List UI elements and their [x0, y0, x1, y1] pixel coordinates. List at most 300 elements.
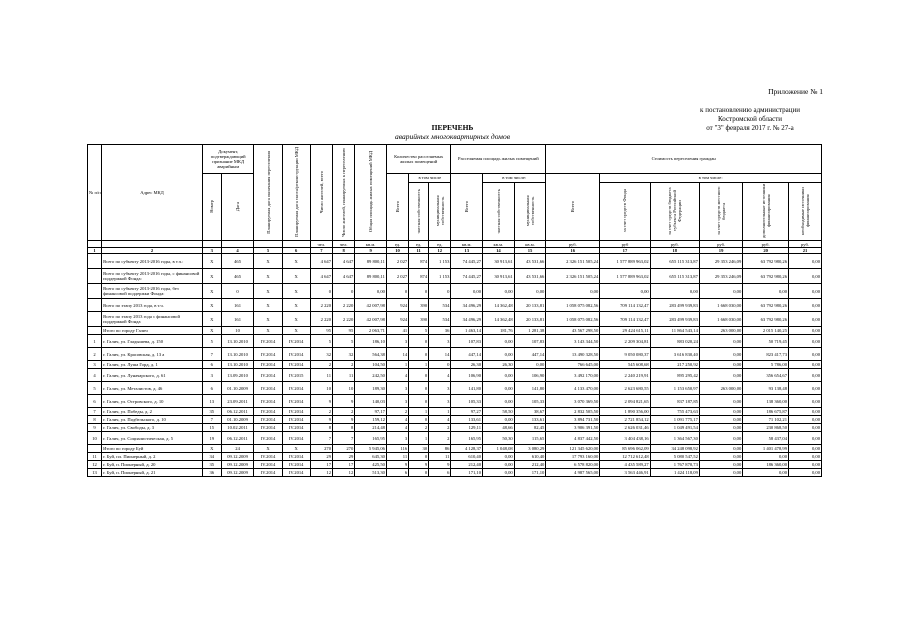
table-cell: 0	[409, 416, 429, 424]
table-cell: 874	[409, 254, 429, 269]
table-cell: 0,00	[789, 416, 822, 424]
table-cell: 2	[429, 432, 451, 445]
table-cell: X	[254, 254, 282, 269]
table-cell: X	[282, 327, 310, 335]
address-cell: г. Буй, п. Пионерный, д. 21	[102, 469, 203, 477]
table-cell: 1	[386, 361, 408, 369]
table-cell: 1 048,08	[483, 445, 515, 453]
column-number-cell: 15	[514, 248, 546, 254]
address-cell: Итого по городу Буй	[102, 445, 203, 453]
table-cell: 107,83	[451, 335, 483, 348]
table-row	[88, 335, 822, 348]
table-cell: 3	[386, 382, 408, 395]
table-cell: 58 437,04	[743, 432, 789, 445]
table-cell: 1 424 118,09	[650, 469, 699, 477]
table-cell: 0,00	[483, 395, 515, 408]
table-cell: 823 417,73	[743, 348, 789, 361]
table-cell: 2 220	[333, 312, 355, 327]
table-cell: 35	[202, 408, 221, 416]
table-cell	[88, 254, 102, 269]
address-cell: г. Галич, ул. Металистов, д. 46	[102, 382, 203, 395]
table-cell: 2	[88, 348, 102, 361]
table-cell: 63 792 980,26	[743, 254, 789, 269]
table-cell: 105,33	[451, 395, 483, 408]
unit-cell: руб.	[699, 241, 742, 248]
col-rooms: Количество расселяемых жилых помещений	[386, 145, 450, 174]
table-cell: 1 668 030,00	[699, 312, 742, 327]
table-cell: 242,50	[355, 369, 387, 382]
table-cell: 42 007,98	[355, 299, 387, 312]
table-cell: 133,61	[451, 416, 483, 424]
table-cell: 26,30	[483, 361, 515, 369]
table-cell: 2 220	[310, 299, 332, 312]
table-cell: 610,40	[514, 453, 546, 461]
table-cell: 0,00	[699, 284, 742, 299]
table-cell: 0,00	[743, 284, 789, 299]
table-cell: 0,00	[600, 284, 650, 299]
table-cell: IV.2014	[254, 432, 282, 445]
table-cell: 43 531,66	[514, 254, 546, 269]
table-cell: 5	[310, 335, 332, 348]
table-cell: 3 070 369,50	[546, 395, 600, 408]
col-cost-regional: за счет средств бюджета субъекта Российской Федерации	[650, 183, 699, 241]
table-cell: 42 007,98	[355, 312, 387, 327]
address-cell: Всего по этапу 2013 года, в т.ч.	[102, 299, 203, 312]
col-no: № п/п	[88, 145, 102, 241]
col-rooms-total: Всего	[386, 174, 408, 241]
unit-cell	[88, 241, 102, 248]
table-cell: 0,00	[699, 453, 742, 461]
decree-line-3: от "3" февраля 2017 г. № 27-а	[706, 124, 794, 132]
table-cell: 09.12.2009	[221, 453, 254, 461]
unit-cell	[282, 241, 310, 248]
table-cell: 10.02.2011	[221, 424, 254, 432]
table-cell: 0,00	[699, 469, 742, 477]
table-cell: 14	[386, 348, 408, 361]
table-cell: IV.2014	[254, 395, 282, 408]
table-cell: X	[254, 327, 282, 335]
col-area-private: частная собственность	[483, 183, 515, 241]
column-number-cell: 3	[202, 248, 221, 254]
column-number-cell: 5	[254, 248, 282, 254]
table-cell: 165,95	[355, 432, 387, 445]
register-body	[88, 254, 822, 477]
table-cell: 1 668 030,00	[699, 299, 742, 312]
table-cell: 0,00	[483, 382, 515, 395]
table-cell: 85 696 062,09	[600, 445, 650, 453]
table-cell: 9	[409, 461, 429, 469]
table-cell: X	[282, 284, 310, 299]
table-cell: 1 767 870,73	[650, 461, 699, 469]
table-cell: 141,80	[451, 382, 483, 395]
table-cell: 0,00	[699, 361, 742, 369]
table-cell: 14 362,48	[483, 299, 515, 312]
table-cell: 9	[333, 395, 355, 408]
table-cell: 11 864 543,14	[650, 327, 699, 335]
table-cell: 34 248 098,92	[650, 445, 699, 453]
table-cell: 6	[429, 469, 451, 477]
table-cell: 0,00	[483, 461, 515, 469]
table-cell: 38,67	[514, 408, 546, 416]
table-cell: 2 209 304,81	[600, 335, 650, 348]
table-cell: 23.09.2011	[221, 395, 254, 408]
col-area-resettled: Расселяемая площадь жилых помещений	[451, 145, 546, 174]
col-cost-needed: необходимые источники финансирования	[789, 183, 822, 241]
table-cell: 2	[310, 408, 332, 416]
col-rooms-incl: в том числе	[409, 174, 451, 183]
table-cell: IV.2014	[254, 361, 282, 369]
unit-cell: ед.	[429, 241, 451, 248]
table-cell: X	[202, 284, 221, 299]
table-cell: 2 027	[386, 254, 408, 269]
table-cell: 0,00	[451, 284, 483, 299]
table-cell: 8	[88, 416, 102, 424]
table-cell: 0,00	[789, 461, 822, 469]
table-cell: 895 295,42	[650, 369, 699, 382]
table-cell: 107,83	[514, 335, 546, 348]
table-cell: 425,50	[355, 461, 387, 469]
table-cell: 766 645,00	[546, 361, 600, 369]
table-cell: 9	[429, 461, 451, 469]
table-cell: 4	[386, 369, 408, 382]
table-cell: 0,00	[743, 453, 789, 461]
table-row	[88, 408, 822, 416]
table-cell: 1 281,38	[514, 327, 546, 335]
table-cell: 29 353 246,09	[699, 254, 742, 269]
table-cell: IV.2014	[254, 335, 282, 348]
table-cell: 82,45	[514, 424, 546, 432]
table-cell: 0	[429, 284, 451, 299]
table-cell: 0,00	[789, 424, 822, 432]
table-cell: X	[202, 254, 221, 269]
table-cell: 6	[202, 361, 221, 369]
table-cell: 4 837 442,50	[546, 432, 600, 445]
table-cell: 17 793 160,00	[546, 453, 600, 461]
table-cell: 138 360,00	[743, 395, 789, 408]
table-cell: X	[282, 312, 310, 327]
column-number-cell: 19	[699, 248, 742, 254]
table-cell: 230 868,50	[743, 424, 789, 432]
table-cell: 513,30	[355, 469, 387, 477]
address-cell: г. Галич, ул. Социалистическая, д. 5	[102, 432, 203, 445]
table-cell: 3	[386, 432, 408, 445]
table-cell: IV.2014	[282, 453, 310, 461]
unit-cell: кв.м.	[514, 241, 546, 248]
table-cell: 0	[409, 369, 429, 382]
table-cell	[88, 445, 102, 453]
table-cell: 186 675,87	[743, 408, 789, 416]
table-cell: X	[282, 299, 310, 312]
table-cell: 34	[202, 453, 221, 461]
table-cell: 171,10	[514, 469, 546, 477]
table-cell: X	[202, 269, 221, 284]
table-cell: 19	[202, 432, 221, 445]
table-row	[88, 361, 822, 369]
table-cell: 1 058 075 082,56	[546, 299, 600, 312]
table-cell: IV.2014	[254, 348, 282, 361]
table-cell: 48,66	[483, 424, 515, 432]
table-cell: 9 050 080,37	[600, 348, 650, 361]
col-doc-date: Дата	[221, 174, 254, 241]
table-cell: 9	[310, 395, 332, 408]
table-cell: 10	[221, 327, 254, 335]
table-cell: 1 401 478,99	[743, 445, 789, 453]
column-number-cell: 8	[333, 248, 355, 254]
table-cell: 4 987 565,00	[546, 469, 600, 477]
table-cell: 115,65	[514, 432, 546, 445]
table-cell: IV.2014	[254, 469, 282, 477]
table-cell: 63 792 980,26	[743, 312, 789, 327]
title-sub: аварийных многоквартирных домов	[395, 132, 510, 141]
table-cell: 3 563 446,91	[600, 469, 650, 477]
table-cell: 0	[409, 335, 429, 348]
table-cell: 1	[409, 361, 429, 369]
table-cell: 4 133 470,00	[546, 382, 600, 395]
table-cell: 9	[310, 416, 332, 424]
column-number-cell: 13	[451, 248, 483, 254]
table-cell: 2 326 151 505,24	[546, 254, 600, 269]
table-cell: 10	[310, 382, 332, 395]
column-number-cell: 11	[409, 248, 429, 254]
table-cell: 186 360,00	[743, 461, 789, 469]
table-cell: 5	[333, 335, 355, 348]
table-cell	[88, 299, 102, 312]
table-cell: 1 577 889 963,02	[600, 254, 650, 269]
table-cell: 1 364 567,30	[650, 432, 699, 445]
table-cell: 0	[409, 382, 429, 395]
table-cell: 263 000,00	[699, 327, 742, 335]
table-cell: 0	[409, 284, 429, 299]
table-cell: 181,76	[483, 327, 515, 335]
table-cell: 32	[333, 348, 355, 361]
table-cell: 63 792 980,26	[743, 269, 789, 284]
table-cell: 1 091 775,17	[650, 416, 699, 424]
table-cell: 0,00	[483, 416, 515, 424]
table-cell: 0,00	[699, 395, 742, 408]
table-cell: 50,30	[483, 432, 515, 445]
table-cell: 2 220	[333, 299, 355, 312]
table-cell: 106,90	[451, 369, 483, 382]
table-row	[88, 432, 822, 445]
table-cell: 0,00	[789, 369, 822, 382]
table-cell: 3	[88, 361, 102, 369]
table-cell: 0,00	[483, 348, 515, 361]
table-cell: 89 800,11	[355, 269, 387, 284]
table-cell: 447,14	[514, 348, 546, 361]
table-cell: 0,00	[699, 416, 742, 424]
table-cell: 1 049 491,54	[650, 424, 699, 432]
table-row	[88, 445, 822, 453]
col-doc-number: Номер	[202, 174, 221, 241]
table-cell: 270	[333, 445, 355, 453]
table-cell: 610,40	[451, 453, 483, 461]
table-cell: X	[282, 269, 310, 284]
unit-cell	[254, 241, 282, 248]
table-cell: 4 128,37	[451, 445, 483, 453]
table-cell: 2 626 031,46	[600, 424, 650, 432]
table-cell: 0,00	[789, 453, 822, 461]
table-cell: 263 000,00	[699, 382, 742, 395]
table-cell: 0	[409, 453, 429, 461]
unit-cell: руб.	[743, 241, 789, 248]
table-cell: 837 187,85	[650, 395, 699, 408]
table-cell: IV.2014	[254, 369, 282, 382]
column-number-cell: 18	[650, 248, 699, 254]
table-cell: 2 240 219,91	[600, 369, 650, 382]
table-cell: 95	[333, 327, 355, 335]
table-cell: 3 143 344,50	[546, 335, 600, 348]
column-number-cell: 20	[743, 248, 789, 254]
table-cell: 0,00	[789, 335, 822, 348]
table-cell: 97,27	[451, 408, 483, 416]
table-row	[88, 284, 822, 299]
table-cell: 1	[429, 408, 451, 416]
address-cell: Всего по субъекту 2013-2016 годы, с финансовой поддержкой Фонда:	[102, 269, 203, 284]
table-cell: 165,95	[451, 432, 483, 445]
col-rooms-municipal: муниципальная собственность	[429, 183, 451, 241]
address-cell: г. Галич, ул. Островского, д. 10	[102, 395, 203, 408]
col-doc: Документ, подтверждающий признание МКД аварийным	[202, 145, 254, 174]
table-cell: 105,33	[514, 395, 546, 408]
table-cell: 0,00	[789, 469, 822, 477]
table-cell	[88, 269, 102, 284]
unit-cell: чел.	[310, 241, 332, 248]
table-cell: 17	[333, 461, 355, 469]
table-cell: 13.10.2010	[221, 361, 254, 369]
table-cell: 3	[429, 335, 451, 348]
table-cell: 0,00	[650, 284, 699, 299]
address-cell: г. Галич, ул. Подбельского, д. 10	[102, 416, 203, 424]
table-cell: IV.2014	[282, 432, 310, 445]
table-cell: 0,00	[483, 369, 515, 382]
table-cell: 2	[310, 361, 332, 369]
table-cell: 13.10.2010	[221, 348, 254, 361]
table-cell: 2	[333, 408, 355, 416]
unit-cell: руб.	[546, 241, 600, 248]
table-cell: 0	[386, 284, 408, 299]
table-cell: 13.09.2010	[221, 369, 254, 382]
table-cell: 0,00	[483, 284, 515, 299]
table-cell: 0,00	[355, 284, 387, 299]
table-cell: 3	[386, 335, 408, 348]
table-cell: 10	[88, 432, 102, 445]
table-cell: 0,00	[699, 445, 742, 453]
table-cell: 58,50	[483, 408, 515, 416]
table-row	[88, 254, 822, 269]
table-cell: 924	[386, 299, 408, 312]
table-cell: 0,00	[789, 445, 822, 453]
table-cell: 283 499 939,83	[650, 312, 699, 327]
table-cell: 0,00	[699, 348, 742, 361]
table-cell: 0	[409, 469, 429, 477]
col-area-total: Всего	[451, 174, 483, 241]
unit-cell: руб	[600, 241, 650, 248]
table-cell: 3	[386, 395, 408, 408]
table-row	[88, 299, 822, 312]
table-cell: 3 894 731,50	[546, 416, 600, 424]
table-row	[88, 327, 822, 335]
table-cell: 43 531,66	[514, 269, 546, 284]
table-cell: 5	[409, 327, 429, 335]
unit-cell: ед.	[409, 241, 429, 248]
table-cell: 2 015 140,25	[743, 327, 789, 335]
table-cell: 465	[221, 254, 254, 269]
table-cell: 129,11	[451, 424, 483, 432]
col-total-area: Общая площадь жилых помещений МКД	[355, 145, 387, 241]
table-cell: IV.2014	[282, 408, 310, 416]
table-cell: 186,10	[355, 335, 387, 348]
table-cell: 30 913,61	[483, 269, 515, 284]
table-cell: 390	[409, 299, 429, 312]
table-row	[88, 382, 822, 395]
table-row	[88, 269, 822, 284]
table-cell: 7	[202, 416, 221, 424]
table-cell: 6	[202, 382, 221, 395]
table-cell: 0	[333, 284, 355, 299]
table-cell: 13	[88, 469, 102, 477]
col-cost-extra: дополнительные источники финансирования	[743, 183, 789, 241]
col-cost-local: за счет средств местного бюджета	[699, 183, 742, 241]
table-cell: 874	[409, 269, 429, 284]
decree-line-2: Костромской области	[717, 115, 783, 123]
table-cell: IV.2014	[254, 453, 282, 461]
table-cell: 116	[386, 445, 408, 453]
table-cell: 0	[409, 395, 429, 408]
table-cell: 41	[386, 327, 408, 335]
table-cell: 11	[429, 453, 451, 461]
address-cell: г. Буй, пл. Пионерный, д. 2	[102, 453, 203, 461]
table-cell: 465	[221, 269, 254, 284]
table-cell: 5 945,06	[355, 445, 387, 453]
table-cell: 0,00	[789, 361, 822, 369]
unit-cell: ед.	[386, 241, 408, 248]
column-number-cell: 1	[88, 248, 102, 254]
table-cell: 161	[221, 299, 254, 312]
table-cell: 71 102,21	[743, 416, 789, 424]
table-cell: 214,48	[355, 424, 387, 432]
table-cell: IV.2014	[282, 335, 310, 348]
table-cell: IV.2014	[282, 461, 310, 469]
column-number-cell: 2	[102, 248, 203, 254]
table-cell: 9	[386, 461, 408, 469]
table-cell: 159,12	[355, 416, 387, 424]
column-number-cell: 16	[546, 248, 600, 254]
table-cell: 06.12.2011	[221, 432, 254, 445]
table-cell: 12	[333, 469, 355, 477]
table-cell: 5 786,00	[743, 361, 789, 369]
table-cell: 2 220	[310, 312, 332, 327]
table-cell: X	[254, 299, 282, 312]
table-cell: 20 133,81	[514, 299, 546, 312]
column-number-cell: 12	[429, 248, 451, 254]
table-cell: 10	[333, 382, 355, 395]
table-cell	[88, 312, 102, 327]
table-cell: 709 114 132,47	[600, 312, 650, 327]
table-cell: 11	[88, 453, 102, 461]
table-cell: 3 404 438,16	[600, 432, 650, 445]
table-cell: 283 499 939,83	[650, 299, 699, 312]
table-cell: 0,00	[789, 432, 822, 445]
table-cell: 0,00	[546, 284, 600, 299]
table-cell: 0,00	[789, 284, 822, 299]
address-cell: Итого по городу Галич	[102, 327, 203, 335]
col-residents: Число жителей, всего	[310, 145, 332, 241]
unit-cell: руб.	[650, 241, 699, 248]
table-cell: 1 153 650,97	[650, 382, 699, 395]
table-cell: 133,61	[514, 416, 546, 424]
table-cell: X	[202, 445, 221, 453]
table-cell: X	[254, 284, 282, 299]
